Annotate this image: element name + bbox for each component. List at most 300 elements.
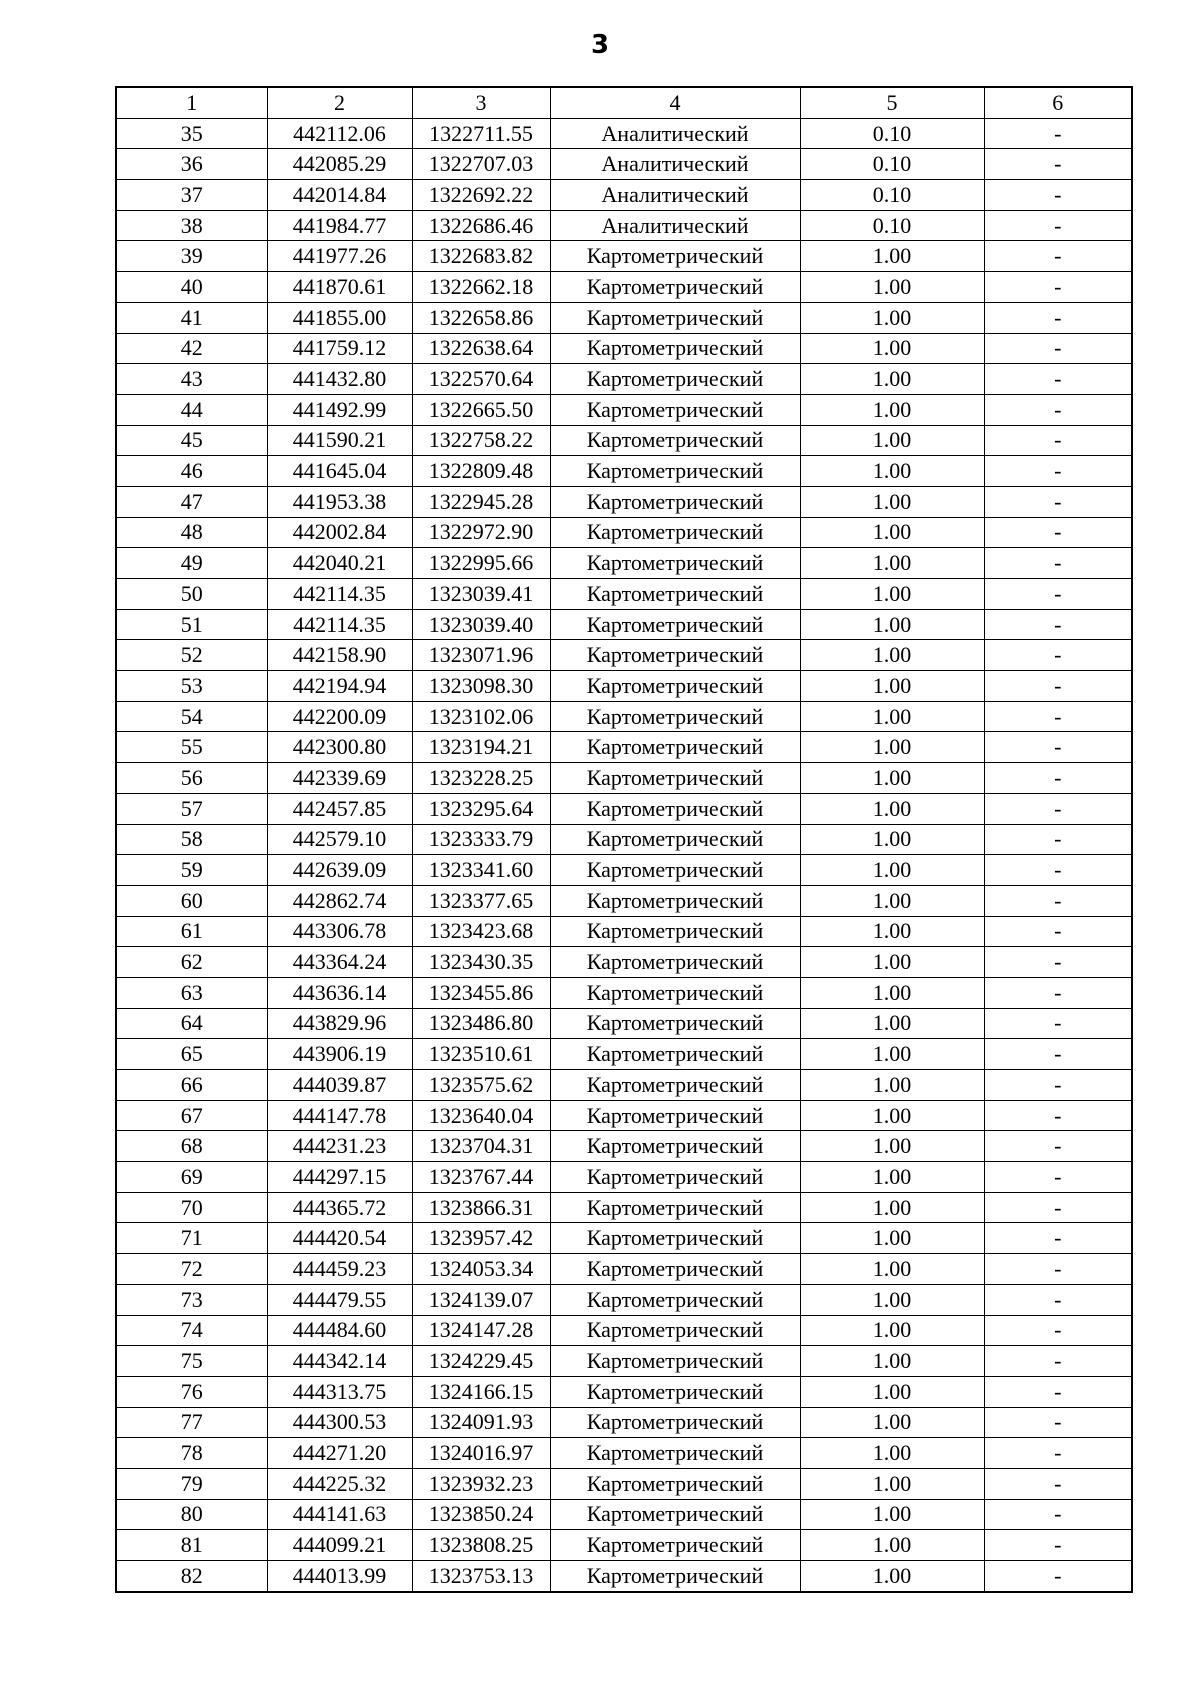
table-row bbox=[116, 1131, 1132, 1162]
note-cell: - bbox=[984, 333, 1132, 364]
x-coordinate-cell: 443906.19 bbox=[267, 1039, 412, 1070]
note-cell: - bbox=[984, 763, 1132, 794]
y-coordinate-cell: 1322707.03 bbox=[412, 149, 550, 180]
point-number-cell: 55 bbox=[116, 732, 267, 763]
y-coordinate-cell: 1323640.04 bbox=[412, 1100, 550, 1131]
table-row bbox=[116, 579, 1132, 610]
table-row bbox=[116, 732, 1132, 763]
accuracy-cell: 0.10 bbox=[800, 149, 984, 180]
method-cell: Картометрический bbox=[550, 1008, 800, 1039]
x-coordinate-cell: 444459.23 bbox=[267, 1254, 412, 1285]
note-cell: - bbox=[984, 609, 1132, 640]
table-row bbox=[116, 456, 1132, 487]
accuracy-cell: 1.00 bbox=[800, 640, 984, 671]
y-coordinate-cell: 1323866.31 bbox=[412, 1192, 550, 1223]
table-row bbox=[116, 486, 1132, 517]
y-coordinate-cell: 1322995.66 bbox=[412, 548, 550, 579]
note-cell: - bbox=[984, 701, 1132, 732]
method-cell: Картометрический bbox=[550, 364, 800, 395]
point-number-cell: 38 bbox=[116, 210, 267, 241]
table-row bbox=[116, 364, 1132, 395]
accuracy-cell: 1.00 bbox=[800, 272, 984, 303]
method-cell: Картометрический bbox=[550, 302, 800, 333]
table-row bbox=[116, 824, 1132, 855]
note-cell: - bbox=[984, 1284, 1132, 1315]
table-row bbox=[116, 1039, 1132, 1070]
point-number-cell: 68 bbox=[116, 1131, 267, 1162]
table-row bbox=[116, 671, 1132, 702]
note-cell: - bbox=[984, 210, 1132, 241]
x-coordinate-cell: 444297.15 bbox=[267, 1162, 412, 1193]
x-coordinate-cell: 444013.99 bbox=[267, 1561, 412, 1592]
point-number-cell: 59 bbox=[116, 855, 267, 886]
method-cell: Картометрический bbox=[550, 732, 800, 763]
point-number-cell: 74 bbox=[116, 1315, 267, 1346]
x-coordinate-cell: 444147.78 bbox=[267, 1100, 412, 1131]
y-coordinate-cell: 1324139.07 bbox=[412, 1284, 550, 1315]
table-row bbox=[116, 1070, 1132, 1101]
note-cell: - bbox=[984, 579, 1132, 610]
accuracy-cell: 1.00 bbox=[800, 333, 984, 364]
point-number-cell: 39 bbox=[116, 241, 267, 272]
note-cell: - bbox=[984, 1376, 1132, 1407]
column-header: 6 bbox=[984, 87, 1132, 118]
note-cell: - bbox=[984, 149, 1132, 180]
method-cell: Картометрический bbox=[550, 1254, 800, 1285]
point-number-cell: 72 bbox=[116, 1254, 267, 1285]
y-coordinate-cell: 1322686.46 bbox=[412, 210, 550, 241]
accuracy-cell: 1.00 bbox=[800, 1468, 984, 1499]
accuracy-cell: 1.00 bbox=[800, 1284, 984, 1315]
accuracy-cell: 1.00 bbox=[800, 1346, 984, 1377]
x-coordinate-cell: 444420.54 bbox=[267, 1223, 412, 1254]
y-coordinate-cell: 1323430.35 bbox=[412, 947, 550, 978]
table-row bbox=[116, 241, 1132, 272]
y-coordinate-cell: 1323333.79 bbox=[412, 824, 550, 855]
note-cell: - bbox=[984, 1162, 1132, 1193]
x-coordinate-cell: 444484.60 bbox=[267, 1315, 412, 1346]
table-row bbox=[116, 1254, 1132, 1285]
accuracy-cell: 1.00 bbox=[800, 517, 984, 548]
y-coordinate-cell: 1322809.48 bbox=[412, 456, 550, 487]
point-number-cell: 69 bbox=[116, 1162, 267, 1193]
accuracy-cell: 1.00 bbox=[800, 609, 984, 640]
method-cell: Картометрический bbox=[550, 241, 800, 272]
point-number-cell: 61 bbox=[116, 916, 267, 947]
note-cell: - bbox=[984, 1070, 1132, 1101]
y-coordinate-cell: 1323767.44 bbox=[412, 1162, 550, 1193]
accuracy-cell: 0.10 bbox=[800, 180, 984, 211]
accuracy-cell: 1.00 bbox=[800, 1008, 984, 1039]
accuracy-cell: 1.00 bbox=[800, 394, 984, 425]
table-row bbox=[116, 1192, 1132, 1223]
note-cell: - bbox=[984, 885, 1132, 916]
note-cell: - bbox=[984, 118, 1132, 149]
method-cell: Картометрический bbox=[550, 333, 800, 364]
accuracy-cell: 1.00 bbox=[800, 977, 984, 1008]
point-number-cell: 76 bbox=[116, 1376, 267, 1407]
x-coordinate-cell: 442158.90 bbox=[267, 640, 412, 671]
accuracy-cell: 1.00 bbox=[800, 855, 984, 886]
x-coordinate-cell: 442200.09 bbox=[267, 701, 412, 732]
note-cell: - bbox=[984, 1131, 1132, 1162]
x-coordinate-cell: 444039.87 bbox=[267, 1070, 412, 1101]
table-row bbox=[116, 793, 1132, 824]
method-cell: Картометрический bbox=[550, 394, 800, 425]
note-cell: - bbox=[984, 425, 1132, 456]
method-cell: Картометрический bbox=[550, 671, 800, 702]
method-cell: Картометрический bbox=[550, 579, 800, 610]
method-cell: Картометрический bbox=[550, 1376, 800, 1407]
table-row bbox=[116, 302, 1132, 333]
note-cell: - bbox=[984, 1346, 1132, 1377]
coordinates-table bbox=[115, 86, 1133, 1593]
x-coordinate-cell: 443636.14 bbox=[267, 977, 412, 1008]
accuracy-cell: 1.00 bbox=[800, 1376, 984, 1407]
y-coordinate-cell: 1323102.06 bbox=[412, 701, 550, 732]
y-coordinate-cell: 1323071.96 bbox=[412, 640, 550, 671]
table-row bbox=[116, 1376, 1132, 1407]
y-coordinate-cell: 1323194.21 bbox=[412, 732, 550, 763]
note-cell: - bbox=[984, 640, 1132, 671]
note-cell: - bbox=[984, 1530, 1132, 1561]
point-number-cell: 42 bbox=[116, 333, 267, 364]
note-cell: - bbox=[984, 1100, 1132, 1131]
x-coordinate-cell: 444231.23 bbox=[267, 1131, 412, 1162]
y-coordinate-cell: 1322711.55 bbox=[412, 118, 550, 149]
y-coordinate-cell: 1323486.80 bbox=[412, 1008, 550, 1039]
y-coordinate-cell: 1324147.28 bbox=[412, 1315, 550, 1346]
table-row bbox=[116, 394, 1132, 425]
point-number-cell: 78 bbox=[116, 1438, 267, 1469]
point-number-cell: 50 bbox=[116, 579, 267, 610]
accuracy-cell: 1.00 bbox=[800, 1100, 984, 1131]
table-row bbox=[116, 333, 1132, 364]
method-cell: Картометрический bbox=[550, 486, 800, 517]
point-number-cell: 62 bbox=[116, 947, 267, 978]
accuracy-cell: 1.00 bbox=[800, 1162, 984, 1193]
note-cell: - bbox=[984, 1438, 1132, 1469]
x-coordinate-cell: 443829.96 bbox=[267, 1008, 412, 1039]
note-cell: - bbox=[984, 364, 1132, 395]
point-number-cell: 77 bbox=[116, 1407, 267, 1438]
accuracy-cell: 1.00 bbox=[800, 579, 984, 610]
method-cell: Аналитический bbox=[550, 210, 800, 241]
method-cell: Картометрический bbox=[550, 1315, 800, 1346]
y-coordinate-cell: 1323098.30 bbox=[412, 671, 550, 702]
point-number-cell: 36 bbox=[116, 149, 267, 180]
y-coordinate-cell: 1322638.64 bbox=[412, 333, 550, 364]
note-cell: - bbox=[984, 916, 1132, 947]
table-row bbox=[116, 977, 1132, 1008]
method-cell: Картометрический bbox=[550, 1438, 800, 1469]
x-coordinate-cell: 444479.55 bbox=[267, 1284, 412, 1315]
point-number-cell: 79 bbox=[116, 1468, 267, 1499]
y-coordinate-cell: 1323039.40 bbox=[412, 609, 550, 640]
point-number-cell: 53 bbox=[116, 671, 267, 702]
x-coordinate-cell: 442639.09 bbox=[267, 855, 412, 886]
point-number-cell: 66 bbox=[116, 1070, 267, 1101]
x-coordinate-cell: 442579.10 bbox=[267, 824, 412, 855]
note-cell: - bbox=[984, 1561, 1132, 1592]
method-cell: Картометрический bbox=[550, 1346, 800, 1377]
point-number-cell: 82 bbox=[116, 1561, 267, 1592]
table-row bbox=[116, 701, 1132, 732]
point-number-cell: 46 bbox=[116, 456, 267, 487]
note-cell: - bbox=[984, 456, 1132, 487]
accuracy-cell: 1.00 bbox=[800, 1254, 984, 1285]
x-coordinate-cell: 441492.99 bbox=[267, 394, 412, 425]
accuracy-cell: 1.00 bbox=[800, 916, 984, 947]
accuracy-cell: 1.00 bbox=[800, 885, 984, 916]
method-cell: Картометрический bbox=[550, 640, 800, 671]
table-row bbox=[116, 118, 1132, 149]
accuracy-cell: 1.00 bbox=[800, 364, 984, 395]
method-cell: Картометрический bbox=[550, 456, 800, 487]
x-coordinate-cell: 444313.75 bbox=[267, 1376, 412, 1407]
accuracy-cell: 1.00 bbox=[800, 1530, 984, 1561]
point-number-cell: 58 bbox=[116, 824, 267, 855]
point-number-cell: 47 bbox=[116, 486, 267, 517]
note-cell: - bbox=[984, 671, 1132, 702]
note-cell: - bbox=[984, 241, 1132, 272]
table-row bbox=[116, 1008, 1132, 1039]
x-coordinate-cell: 442040.21 bbox=[267, 548, 412, 579]
accuracy-cell: 0.10 bbox=[800, 210, 984, 241]
note-cell: - bbox=[984, 824, 1132, 855]
x-coordinate-cell: 442114.35 bbox=[267, 609, 412, 640]
accuracy-cell: 1.00 bbox=[800, 763, 984, 794]
x-coordinate-cell: 443364.24 bbox=[267, 947, 412, 978]
method-cell: Картометрический bbox=[550, 1100, 800, 1131]
y-coordinate-cell: 1323957.42 bbox=[412, 1223, 550, 1254]
table-row bbox=[116, 1284, 1132, 1315]
x-coordinate-cell: 442085.29 bbox=[267, 149, 412, 180]
table-row bbox=[116, 1162, 1132, 1193]
point-number-cell: 54 bbox=[116, 701, 267, 732]
x-coordinate-cell: 441432.80 bbox=[267, 364, 412, 395]
table-row bbox=[116, 180, 1132, 211]
y-coordinate-cell: 1323341.60 bbox=[412, 855, 550, 886]
method-cell: Картометрический bbox=[550, 1407, 800, 1438]
point-number-cell: 48 bbox=[116, 517, 267, 548]
method-cell: Картометрический bbox=[550, 1468, 800, 1499]
accuracy-cell: 1.00 bbox=[800, 241, 984, 272]
x-coordinate-cell: 442112.06 bbox=[267, 118, 412, 149]
y-coordinate-cell: 1322665.50 bbox=[412, 394, 550, 425]
method-cell: Картометрический bbox=[550, 1070, 800, 1101]
x-coordinate-cell: 444141.63 bbox=[267, 1499, 412, 1530]
point-number-cell: 35 bbox=[116, 118, 267, 149]
accuracy-cell: 1.00 bbox=[800, 1070, 984, 1101]
note-cell: - bbox=[984, 947, 1132, 978]
table-row bbox=[116, 640, 1132, 671]
point-number-cell: 45 bbox=[116, 425, 267, 456]
point-number-cell: 71 bbox=[116, 1223, 267, 1254]
x-coordinate-cell: 444300.53 bbox=[267, 1407, 412, 1438]
x-coordinate-cell: 442002.84 bbox=[267, 517, 412, 548]
table-row bbox=[116, 272, 1132, 303]
method-cell: Картометрический bbox=[550, 1192, 800, 1223]
y-coordinate-cell: 1323377.65 bbox=[412, 885, 550, 916]
table-row bbox=[116, 1346, 1132, 1377]
note-cell: - bbox=[984, 1192, 1132, 1223]
note-cell: - bbox=[984, 793, 1132, 824]
y-coordinate-cell: 1323039.41 bbox=[412, 579, 550, 610]
x-coordinate-cell: 441645.04 bbox=[267, 456, 412, 487]
x-coordinate-cell: 444271.20 bbox=[267, 1438, 412, 1469]
note-cell: - bbox=[984, 394, 1132, 425]
table-row bbox=[116, 210, 1132, 241]
y-coordinate-cell: 1323808.25 bbox=[412, 1530, 550, 1561]
accuracy-cell: 1.00 bbox=[800, 1192, 984, 1223]
note-cell: - bbox=[984, 1468, 1132, 1499]
x-coordinate-cell: 441977.26 bbox=[267, 241, 412, 272]
method-cell: Картометрический bbox=[550, 1223, 800, 1254]
method-cell: Картометрический bbox=[550, 1284, 800, 1315]
method-cell: Картометрический bbox=[550, 1499, 800, 1530]
point-number-cell: 37 bbox=[116, 180, 267, 211]
y-coordinate-cell: 1322945.28 bbox=[412, 486, 550, 517]
column-header: 5 bbox=[800, 87, 984, 118]
method-cell: Картометрический bbox=[550, 701, 800, 732]
table-row bbox=[116, 609, 1132, 640]
method-cell: Картометрический bbox=[550, 609, 800, 640]
table-row bbox=[116, 548, 1132, 579]
table-row bbox=[116, 425, 1132, 456]
x-coordinate-cell: 441870.61 bbox=[267, 272, 412, 303]
point-number-cell: 63 bbox=[116, 977, 267, 1008]
note-cell: - bbox=[984, 180, 1132, 211]
table-row bbox=[116, 1315, 1132, 1346]
x-coordinate-cell: 441984.77 bbox=[267, 210, 412, 241]
note-cell: - bbox=[984, 1008, 1132, 1039]
method-cell: Аналитический bbox=[550, 180, 800, 211]
y-coordinate-cell: 1323228.25 bbox=[412, 763, 550, 794]
point-number-cell: 65 bbox=[116, 1039, 267, 1070]
table-row bbox=[116, 855, 1132, 886]
point-number-cell: 52 bbox=[116, 640, 267, 671]
y-coordinate-cell: 1322683.82 bbox=[412, 241, 550, 272]
y-coordinate-cell: 1324091.93 bbox=[412, 1407, 550, 1438]
accuracy-cell: 1.00 bbox=[800, 947, 984, 978]
table-body bbox=[116, 118, 1132, 1592]
note-cell: - bbox=[984, 977, 1132, 1008]
method-cell: Картометрический bbox=[550, 425, 800, 456]
y-coordinate-cell: 1322758.22 bbox=[412, 425, 550, 456]
method-cell: Аналитический bbox=[550, 118, 800, 149]
point-number-cell: 60 bbox=[116, 885, 267, 916]
point-number-cell: 49 bbox=[116, 548, 267, 579]
point-number-cell: 73 bbox=[116, 1284, 267, 1315]
accuracy-cell: 1.00 bbox=[800, 1407, 984, 1438]
accuracy-cell: 1.00 bbox=[800, 671, 984, 702]
note-cell: - bbox=[984, 1315, 1132, 1346]
table-row bbox=[116, 916, 1132, 947]
accuracy-cell: 1.00 bbox=[800, 1039, 984, 1070]
point-number-cell: 44 bbox=[116, 394, 267, 425]
table-row bbox=[116, 763, 1132, 794]
table-row bbox=[116, 517, 1132, 548]
table-row bbox=[116, 1530, 1132, 1561]
y-coordinate-cell: 1322692.22 bbox=[412, 180, 550, 211]
point-number-cell: 80 bbox=[116, 1499, 267, 1530]
x-coordinate-cell: 442014.84 bbox=[267, 180, 412, 211]
x-coordinate-cell: 442457.85 bbox=[267, 793, 412, 824]
accuracy-cell: 1.00 bbox=[800, 302, 984, 333]
note-cell: - bbox=[984, 272, 1132, 303]
accuracy-cell: 1.00 bbox=[800, 1315, 984, 1346]
table-row bbox=[116, 149, 1132, 180]
y-coordinate-cell: 1322658.86 bbox=[412, 302, 550, 333]
accuracy-cell: 1.00 bbox=[800, 732, 984, 763]
y-coordinate-cell: 1323704.31 bbox=[412, 1131, 550, 1162]
y-coordinate-cell: 1324053.34 bbox=[412, 1254, 550, 1285]
table-header-row bbox=[116, 87, 1132, 118]
method-cell: Картометрический bbox=[550, 517, 800, 548]
point-number-cell: 40 bbox=[116, 272, 267, 303]
note-cell: - bbox=[984, 732, 1132, 763]
y-coordinate-cell: 1323575.62 bbox=[412, 1070, 550, 1101]
y-coordinate-cell: 1323455.86 bbox=[412, 977, 550, 1008]
method-cell: Картометрический bbox=[550, 885, 800, 916]
y-coordinate-cell: 1323753.13 bbox=[412, 1561, 550, 1592]
table-row bbox=[116, 1100, 1132, 1131]
accuracy-cell: 1.00 bbox=[800, 1561, 984, 1592]
method-cell: Картометрический bbox=[550, 763, 800, 794]
y-coordinate-cell: 1323295.64 bbox=[412, 793, 550, 824]
y-coordinate-cell: 1324016.97 bbox=[412, 1438, 550, 1469]
x-coordinate-cell: 442862.74 bbox=[267, 885, 412, 916]
accuracy-cell: 1.00 bbox=[800, 793, 984, 824]
point-number-cell: 43 bbox=[116, 364, 267, 395]
accuracy-cell: 1.00 bbox=[800, 548, 984, 579]
x-coordinate-cell: 442194.94 bbox=[267, 671, 412, 702]
note-cell: - bbox=[984, 517, 1132, 548]
method-cell: Картометрический bbox=[550, 1131, 800, 1162]
accuracy-cell: 1.00 bbox=[800, 1438, 984, 1469]
accuracy-cell: 1.00 bbox=[800, 425, 984, 456]
x-coordinate-cell: 442114.35 bbox=[267, 579, 412, 610]
y-coordinate-cell: 1323932.23 bbox=[412, 1468, 550, 1499]
table-row bbox=[116, 1407, 1132, 1438]
method-cell: Картометрический bbox=[550, 548, 800, 579]
point-number-cell: 67 bbox=[116, 1100, 267, 1131]
point-number-cell: 57 bbox=[116, 793, 267, 824]
x-coordinate-cell: 441953.38 bbox=[267, 486, 412, 517]
x-coordinate-cell: 444225.32 bbox=[267, 1468, 412, 1499]
point-number-cell: 64 bbox=[116, 1008, 267, 1039]
column-header: 1 bbox=[116, 87, 267, 118]
method-cell: Картометрический bbox=[550, 947, 800, 978]
accuracy-cell: 1.00 bbox=[800, 1223, 984, 1254]
note-cell: - bbox=[984, 486, 1132, 517]
note-cell: - bbox=[984, 1407, 1132, 1438]
table-row bbox=[116, 1468, 1132, 1499]
table-row bbox=[116, 1561, 1132, 1592]
table-row bbox=[116, 1499, 1132, 1530]
y-coordinate-cell: 1323850.24 bbox=[412, 1499, 550, 1530]
page-number: 3 bbox=[590, 30, 610, 60]
note-cell: - bbox=[984, 1039, 1132, 1070]
x-coordinate-cell: 441590.21 bbox=[267, 425, 412, 456]
table-row bbox=[116, 947, 1132, 978]
point-number-cell: 81 bbox=[116, 1530, 267, 1561]
y-coordinate-cell: 1323510.61 bbox=[412, 1039, 550, 1070]
method-cell: Картометрический bbox=[550, 793, 800, 824]
accuracy-cell: 1.00 bbox=[800, 701, 984, 732]
accuracy-cell: 1.00 bbox=[800, 486, 984, 517]
